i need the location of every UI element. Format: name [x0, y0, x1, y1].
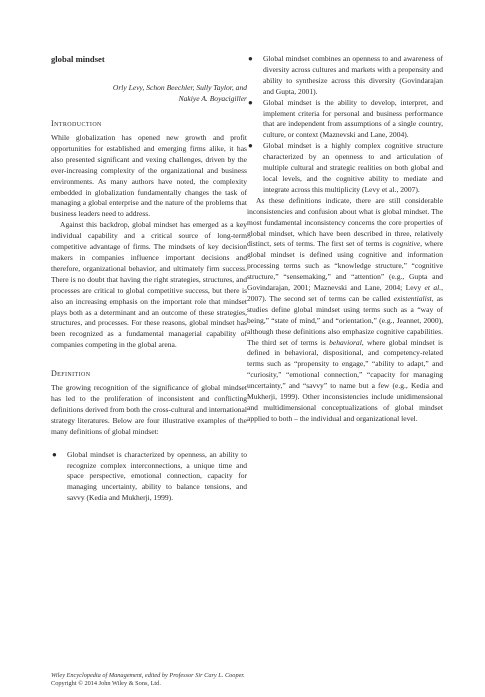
footer-citation: Wiley Encyclopedia of Management, edited by Professor Sir Cary L. Cooper.	[51, 672, 245, 679]
definition-paragraph-2	[247, 196, 443, 425]
definition-bullet-2	[247, 54, 443, 98]
text-run: , 2007). The second set of terms can be called	[247, 283, 443, 303]
text-run: As these definitions indicate, there are still considerable inconsistencies and confusion about what	[247, 195, 443, 216]
bullet-text: Global mindset is the ability to develop, interpret, and implement criteria for personal and business performance that are independent from assumptions of a single country, culture, or context (Maznevski and Lane, 2004).	[263, 97, 443, 140]
bullet-dot-icon: ●	[248, 141, 253, 151]
text-run: , where global mindset is defined in behavioral, dispositional, and competency-related terms such as “propensity to engage,” “ability to adapt,” and “curiosity,” “emotional connection,” “capacity for managing uncertainty,” and “savvy” to name but a few (e.g., Kedia and Mukherji, 1999). Other inconsistencies include unidimensional and multidimensional conceptualizations of global mindset applied to both – the individual and organizational level.	[247, 337, 443, 423]
authors-line-2: Nakiye A. Boyacigiller	[178, 94, 247, 103]
emphasis-et-al: et al.	[424, 283, 442, 293]
article-authors	[51, 82, 247, 104]
emphasis-cognitive: cognitive	[392, 239, 421, 249]
bullet-dot-icon: ●	[52, 449, 57, 459]
bullet-dot-icon: ●	[248, 97, 253, 107]
definition-bullet-3	[247, 98, 443, 142]
bullet-text: Global mindset is a highly complex cognitive structure characterized by an openness to and articulation of multiple cultural and strategic realities on both global and local levels, and the cognitive ability to mediate and integrate across this multiplicity (Levy et al., 2007).	[263, 141, 443, 194]
definition-paragraph-1: The growing recognition of the significance of global mindset has led to the proliferation of inconsistent and conflicting definitions derived from both the cross-cultural and international strategy literatures. Below are four illustrative examples of the many definitions of global mindset:	[51, 383, 247, 436]
bullet-dot-icon: ●	[248, 54, 253, 63]
emphasis-behavioral: behavioral	[329, 337, 362, 347]
introduction-paragraph-1: While globalization has opened new growth and profit opportunities for established and emerging firms alike, it has also presented significant and vexing challenges, driven by the ever-increasing complexity of the organizational and business environments. As many authors have noted, the complexity embedded in globalization fundamentally changes the task of managing a global enterprise and the nature of the problems that business leaders need to address.	[51, 133, 247, 219]
page-footer	[51, 672, 245, 689]
bullet-text: Global mindset is characterized by openness, an ability to recognize complex interconnections, a unique time and space perspective, emotional connection, capacity for managing uncertainty, ability to balance tensions, and savvy (Kedia and Mukherji, 1999).	[67, 449, 247, 503]
emphasis-is: is	[375, 206, 381, 216]
text-run: , where global mindset is defined using cognitive and information processing terms such as “knowledge structure,” “cognitive structure,” “sensemaking,” and “attention” (e.g., Gupta and Govindarajan, 2001; Maznevski and Lane, 2004; Levy	[247, 239, 443, 293]
definition-bullet-1	[51, 450, 247, 505]
introduction-heading: Introduction	[51, 119, 102, 128]
authors-line-1: Orly Levy, Schon Beechler, Sully Taylor, and	[112, 83, 247, 92]
introduction-paragraph-2: Against this backdrop, global mindset has emerged as a key individual capability and a critical source of long-term competitive advantage of firms. The mindsets of key decision makers in companies influence important decisions and therefore, organizational behavior, and ultimately firm success. There is no doubt that having the right strategies, structures, and processes are critical to global competitive success, but there is also an increasing emphasis on the important role that mindset plays both as a determinant and an outcome of these strategies, structures, and processes. For these reasons, global mindset has been recognized as a fundamental managerial capability of companies competing in the global arena.	[51, 220, 247, 350]
definition-bullet-4	[247, 141, 443, 196]
text-run: , as studies define global mindset using terms such as a “way of being,” “state of mind,” and “orientation,” (e.g., Jeannet, 2000), although these definitions also emphasize cognitive capabilities. The third set of terms is	[247, 293, 443, 347]
article-title: global mindset	[51, 54, 105, 64]
text-run: global mindset. The most fundamental inconsistency concerns the core properties of global mindset, which have been described in three, relatively distinct, sets of terms. The first set of terms is	[247, 206, 443, 249]
footer-copyright: Copyright © 2014 John Wiley & Sons, Ltd.	[51, 680, 161, 688]
left-column	[51, 54, 247, 504]
emphasis-existentialist: existentialist	[393, 293, 432, 303]
bullet-text: Global mindset combines an openness to and awareness of diversity across cultures and markets with a propensity and ability to synthesize across this diversity (Govindarajan and Gupta, 2001).	[263, 54, 443, 96]
definition-heading: Definition	[51, 369, 91, 379]
right-column	[247, 54, 443, 425]
